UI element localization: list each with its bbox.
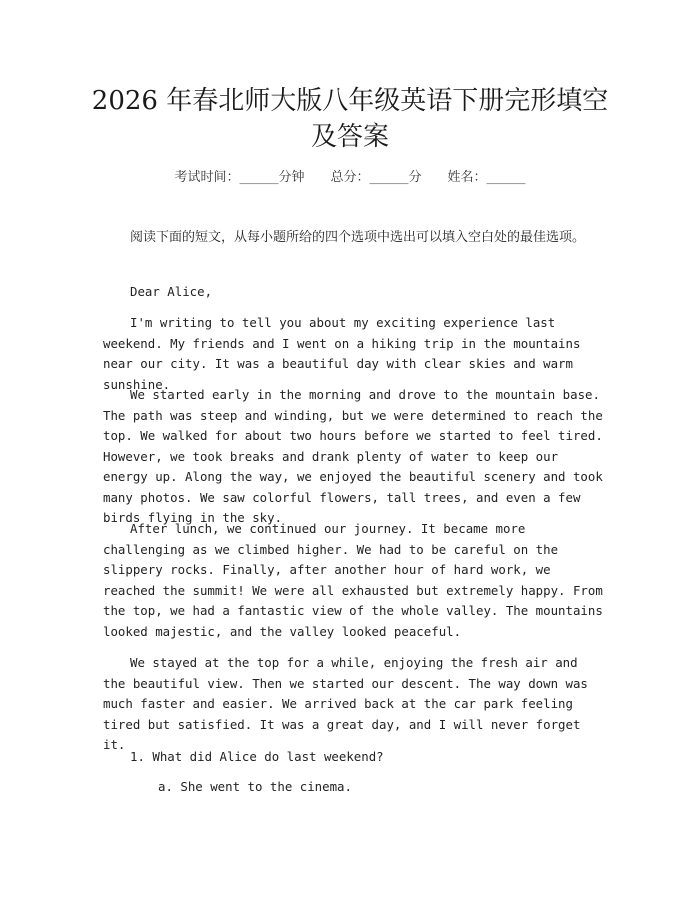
score-blank: ______ — [369, 170, 409, 185]
time-blank: ______ — [239, 170, 279, 185]
passage-paragraph-1: I'm writing to tell you about my exciting experience last weekend. My friends and I went on a hiking trip in the mountains near our city. It was a beautiful day with clear skies and warm sunshine. — [103, 315, 581, 392]
exam-meta-line — [0, 168, 700, 188]
score-unit: 分 — [408, 170, 422, 185]
document-title-line2: 及答案 — [310, 122, 389, 152]
score-label: 总分： — [330, 170, 370, 185]
name-label: 姓名： — [447, 170, 487, 185]
question-1: 1. What did Alice do last weekend? — [130, 749, 384, 764]
passage-paragraph-2: We started early in the morning and drove to the mountain base. The path was steep and winding, but we were determined to reach the top. We walked for about two hours before we started to feel tired. However, we took breaks and drank plenty of water to keep our energy up. Along the way, we enjoyed the beautiful scenery and took many photos. We saw colorful flowers, tall trees, and even a few birds flying in the sky. — [103, 387, 603, 525]
time-label: 考试时间： — [174, 170, 240, 185]
document-title-line1: 2026 年春北师大版八年级英语下册完形填空 — [91, 86, 609, 116]
salutation: Dear Alice, — [130, 284, 213, 299]
passage-paragraph-3: After lunch, we continued our journey. It became more challenging as we climbed higher. We had to be careful on the slippery rocks. Finally, after another hour of hard work, we reached the summit! We were all exhausted but extremely happy. From the top, we had a fantastic view of the whole valley. The mountains looked majestic, and the valley looked peaceful. — [103, 521, 603, 639]
time-unit: 分钟 — [278, 170, 305, 185]
question-1-option-a: a. She went to the cinema. — [158, 779, 352, 794]
instructions: 阅读下面的短文，从每小题所给的四个选项中选出可以填入空白处的最佳选项。 — [130, 230, 586, 245]
name-blank: ______ — [486, 170, 526, 185]
passage-paragraph-4: We stayed at the top for a while, enjoying the fresh air and the beautiful view. Then we started our descent. The way down was much faster and easier. We arrived back at the car park feeling tired but satisfied. It was a great day, and I will never forget it. — [103, 655, 588, 752]
